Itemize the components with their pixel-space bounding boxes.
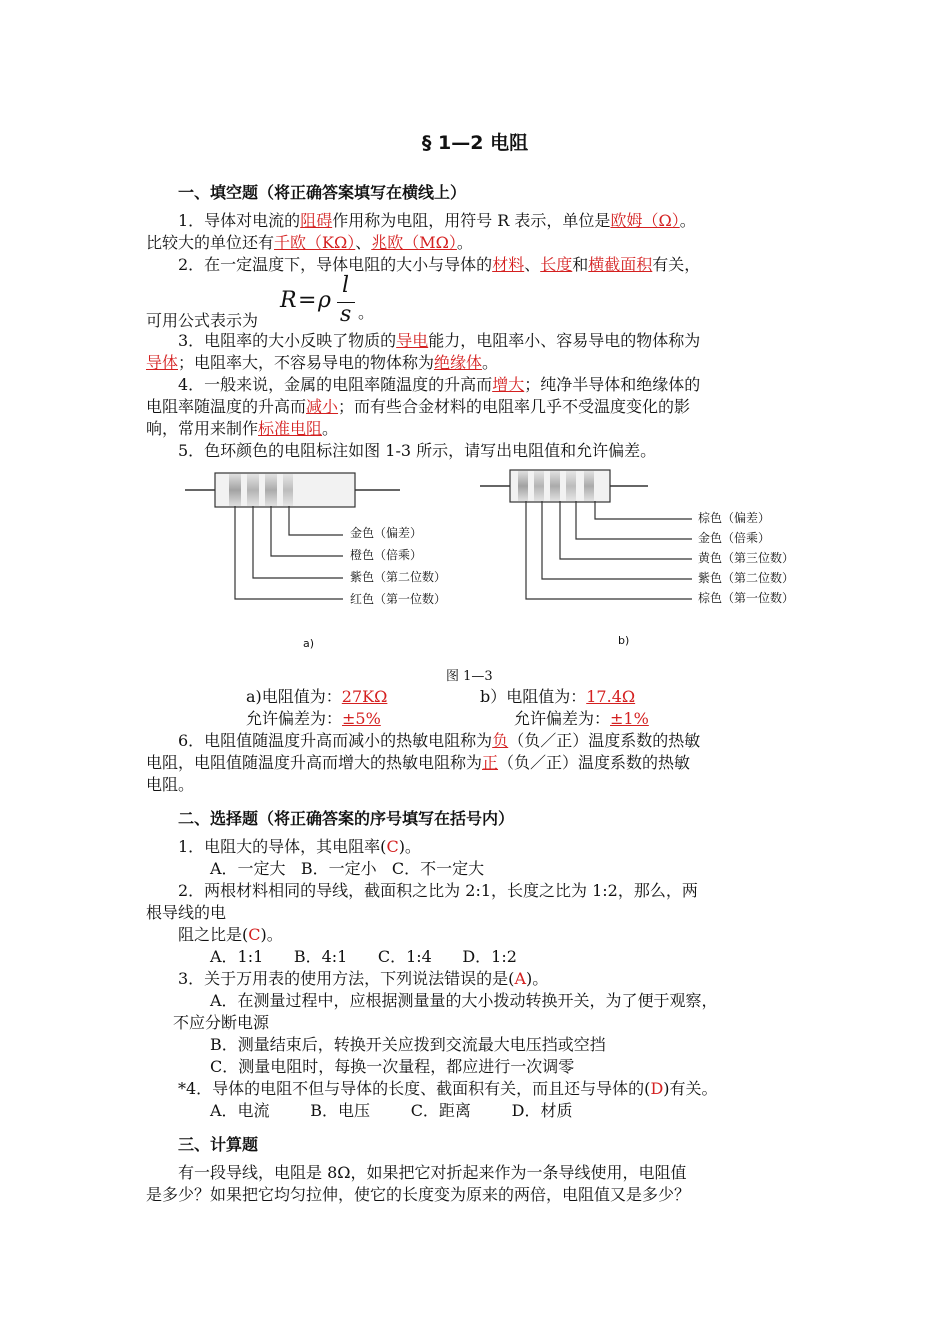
calc-problem-line-2: 是多少？如果把它均匀拉伸，使它的长度变为原来的两倍，电阻值又是多少？ — [146, 1185, 691, 1204]
q4-line-1 — [178, 374, 700, 396]
figure-a-label: 紫色（第二位数） — [350, 570, 447, 584]
answer-blank: 标准电阻 — [258, 419, 323, 438]
q5-line-1: 5．色环颜色的电阻标注如图 1-3 所示，请写出电阻值和允许偏差。 — [178, 441, 657, 460]
q1-text: 作用称为电阻，用符号 R 表示，单位是 — [332, 211, 611, 230]
answer-label: 允许偏差为： — [514, 709, 611, 728]
leader-line — [560, 501, 692, 559]
answer-blank: 长度 — [540, 255, 573, 274]
q4-text: 电阻率随温度的升高而 — [146, 397, 307, 416]
q2-line-1 — [178, 254, 700, 276]
mc-text: )。 — [526, 969, 549, 988]
color-band — [283, 474, 293, 506]
q5-answer-b-tolerance — [514, 708, 649, 730]
q2-text: 有关， — [652, 255, 701, 274]
mc-q3 — [178, 968, 548, 990]
figure-b-label: 棕色（第一位数） — [698, 591, 795, 605]
q4-line-3 — [146, 418, 338, 440]
q6-line-2 — [146, 752, 690, 774]
figure-a-caption: a) — [303, 637, 315, 650]
formula-rho: ρ — [318, 288, 331, 313]
mc-q2-options: A．1:1 B．4:1 C．1:4 D．1:2 — [210, 947, 517, 966]
page-title: § 1—2 电阻 — [421, 132, 529, 154]
mc-q3-option-a-line-2: 不应分断电源 — [173, 1013, 270, 1032]
q2-text: 、 — [524, 255, 541, 274]
q3-text: ；电阻率大，不容易导电的物体称为 — [178, 353, 435, 372]
q1-line-1 — [178, 210, 696, 232]
formula-numerator: l — [342, 273, 350, 298]
q2-line-2 — [146, 310, 258, 332]
color-band — [566, 471, 576, 501]
mc-answer: C — [248, 925, 261, 944]
answer-blank: 导体 — [146, 353, 179, 372]
formula-equals: = — [298, 288, 317, 313]
q5-answer-b-value — [480, 686, 635, 708]
mc-q2-line-3 — [178, 924, 283, 946]
mc-text: 阻之比是( — [178, 925, 249, 944]
q3-text: 能力，电阻率小、容易导电的物体称为 — [428, 331, 701, 350]
q5-answer-a-value — [246, 686, 387, 708]
q6-text: 电阻，电阻值随温度升高而增大的热敏电阻称为 — [146, 753, 483, 772]
mc-text: 3．关于万用表的使用方法，下列说法错误的是( — [178, 969, 515, 988]
q6-text: （负／正）温度系数的热敏 — [498, 753, 691, 772]
color-band — [518, 471, 528, 501]
leader-line — [595, 501, 692, 519]
leader-line — [289, 506, 343, 535]
answer-label: 允许偏差为： — [246, 709, 343, 728]
leader-line — [542, 501, 692, 579]
q6-text: （负／正）温度系数的热敏 — [508, 731, 701, 750]
mc-text: )。 — [398, 837, 421, 856]
figure-b-label: 黄色（第三位数） — [698, 551, 795, 565]
figure-a-label: 红色（第一位数） — [350, 592, 447, 606]
q1-text: 、 — [355, 233, 372, 252]
answer-blank: 绝缘体 — [434, 353, 483, 372]
leader-line — [271, 506, 343, 556]
q4-text: 响，常用来制作 — [146, 419, 259, 438]
mc-answer: D — [650, 1079, 664, 1098]
figure-b-label: 紫色（第二位数） — [698, 571, 795, 585]
q6-line-3: 电阻。 — [146, 775, 195, 794]
mc-q2-line-1: 2．两根材料相同的导线，截面积之比为 2:1，长度之比为 1:2，那么，两 — [178, 881, 698, 900]
q4-text: ；而有些合金材料的电阻率几乎不受温度变化的影 — [338, 397, 691, 416]
mc-q3-option-c: C．测量电阻时，每换一次量程，都应进行一次调零 — [210, 1057, 575, 1076]
section-1-heading: 一、填空题（将正确答案填写在横线上） — [178, 183, 467, 202]
mc-q4 — [178, 1078, 718, 1100]
figure-b-label: 金色（倍乘） — [698, 531, 771, 545]
figure-caption: 图 1—3 — [446, 669, 493, 684]
q1-line-2 — [146, 232, 473, 254]
q6-line-1 — [178, 730, 700, 752]
q4-line-2 — [146, 396, 690, 418]
q1-text: 。 — [456, 233, 473, 252]
calc-problem-line-1: 有一段导线，电阻是 8Ω，如果把它对折起来作为一条导线使用，电阻值 — [178, 1163, 687, 1182]
answer-blank: 27KΩ — [341, 687, 388, 706]
mc-answer: C — [386, 837, 399, 856]
mc-text: 1．电阻大的导体，其电阻率( — [178, 837, 387, 856]
answer-blank: 正 — [482, 753, 499, 772]
answer-blank: 横截面积 — [588, 255, 653, 274]
q4-text: ；纯净半导体和绝缘体的 — [524, 375, 701, 394]
q1-text: 1．导体对电流的 — [178, 211, 301, 230]
answer-blank: 千欧（KΩ） — [274, 233, 356, 252]
answer-blank: 增大 — [492, 375, 525, 394]
answer-blank: ±1% — [610, 709, 649, 728]
q2-text: 和 — [572, 255, 589, 274]
figure-b-caption: b) — [618, 634, 630, 647]
q3-text: 。 — [482, 353, 499, 372]
color-band — [265, 474, 277, 506]
section-3-heading: 三、计算题 — [178, 1135, 259, 1154]
mc-text: *4．导体的电阻不但与导体的长度、截面积有关，而且还与导体的( — [178, 1079, 651, 1098]
mc-q1-options: A．一定大 B．一定小 C．不一定大 — [210, 859, 485, 878]
answer-blank: 阻碍 — [300, 211, 333, 230]
section-2-heading: 二、选择题（将正确答案的序号填写在括号内） — [178, 809, 515, 828]
leader-line — [526, 501, 692, 599]
formula-r: R — [280, 288, 297, 313]
mc-q3-option-a-line-1: A．在测量过程中，应根据测量量的大小拨动转换开关，为了便于观察， — [210, 991, 718, 1010]
q1-text: 比较大的单位还有 — [146, 233, 275, 252]
q2-period: 。 — [358, 303, 375, 322]
leader-line — [576, 501, 692, 539]
answer-label: a)电阻值为： — [246, 687, 342, 706]
mc-q4-options: A．电流 B．电压 C．距离 D．材质 — [210, 1101, 573, 1120]
q2-text: 可用公式表示为 — [146, 311, 259, 330]
q3-line-1 — [178, 330, 700, 352]
answer-blank: 负 — [492, 731, 509, 750]
answer-blank: 减小 — [306, 397, 339, 416]
mc-q3-option-b: B．测量结束后，转换开关应拨到交流最大电压挡或空挡 — [210, 1035, 606, 1054]
answer-label: b）电阻值为： — [480, 687, 587, 706]
answer-blank: 材料 — [492, 255, 525, 274]
answer-blank: ±5% — [342, 709, 381, 728]
figure-a-label: 金色（偏差） — [350, 526, 423, 540]
mc-text: )。 — [260, 925, 283, 944]
mc-q2-line-2: 根导线的电 — [146, 903, 227, 922]
resistor-figure-b — [480, 468, 700, 618]
mc-q1 — [178, 836, 421, 858]
q4-text: 4．一般来说，金属的电阻率随温度的升高而 — [178, 375, 493, 394]
q3-text: 3．电阻率的大小反映了物质的 — [178, 331, 397, 350]
q6-text: 6．电阻值随温度升高而减小的热敏电阻称为 — [178, 731, 493, 750]
color-band — [550, 471, 560, 501]
color-band — [247, 474, 259, 506]
formula-denominator: s — [340, 302, 352, 327]
q1-text: 。 — [679, 211, 696, 230]
color-band — [584, 471, 594, 501]
mc-text: )有关。 — [663, 1079, 718, 1098]
color-band — [534, 471, 544, 501]
figure-a-label: 橙色（倍乘） — [350, 548, 423, 562]
figure-b-label: 棕色（偏差） — [698, 511, 771, 525]
color-band — [229, 474, 241, 506]
q3-line-2 — [146, 352, 498, 374]
answer-blank: 导电 — [396, 331, 429, 350]
answer-blank: 欧姆（Ω） — [610, 211, 680, 230]
mc-answer: A — [514, 969, 526, 988]
answer-blank: 兆欧（MΩ） — [371, 233, 457, 252]
resistor-figure-a — [185, 468, 475, 658]
leader-line — [253, 506, 343, 578]
answer-blank: 17.4Ω — [586, 687, 636, 706]
q5-answer-a-tolerance — [246, 708, 381, 730]
q4-text: 。 — [322, 419, 339, 438]
q2-text: 2．在一定温度下，导体电阻的大小与导体的 — [178, 255, 493, 274]
